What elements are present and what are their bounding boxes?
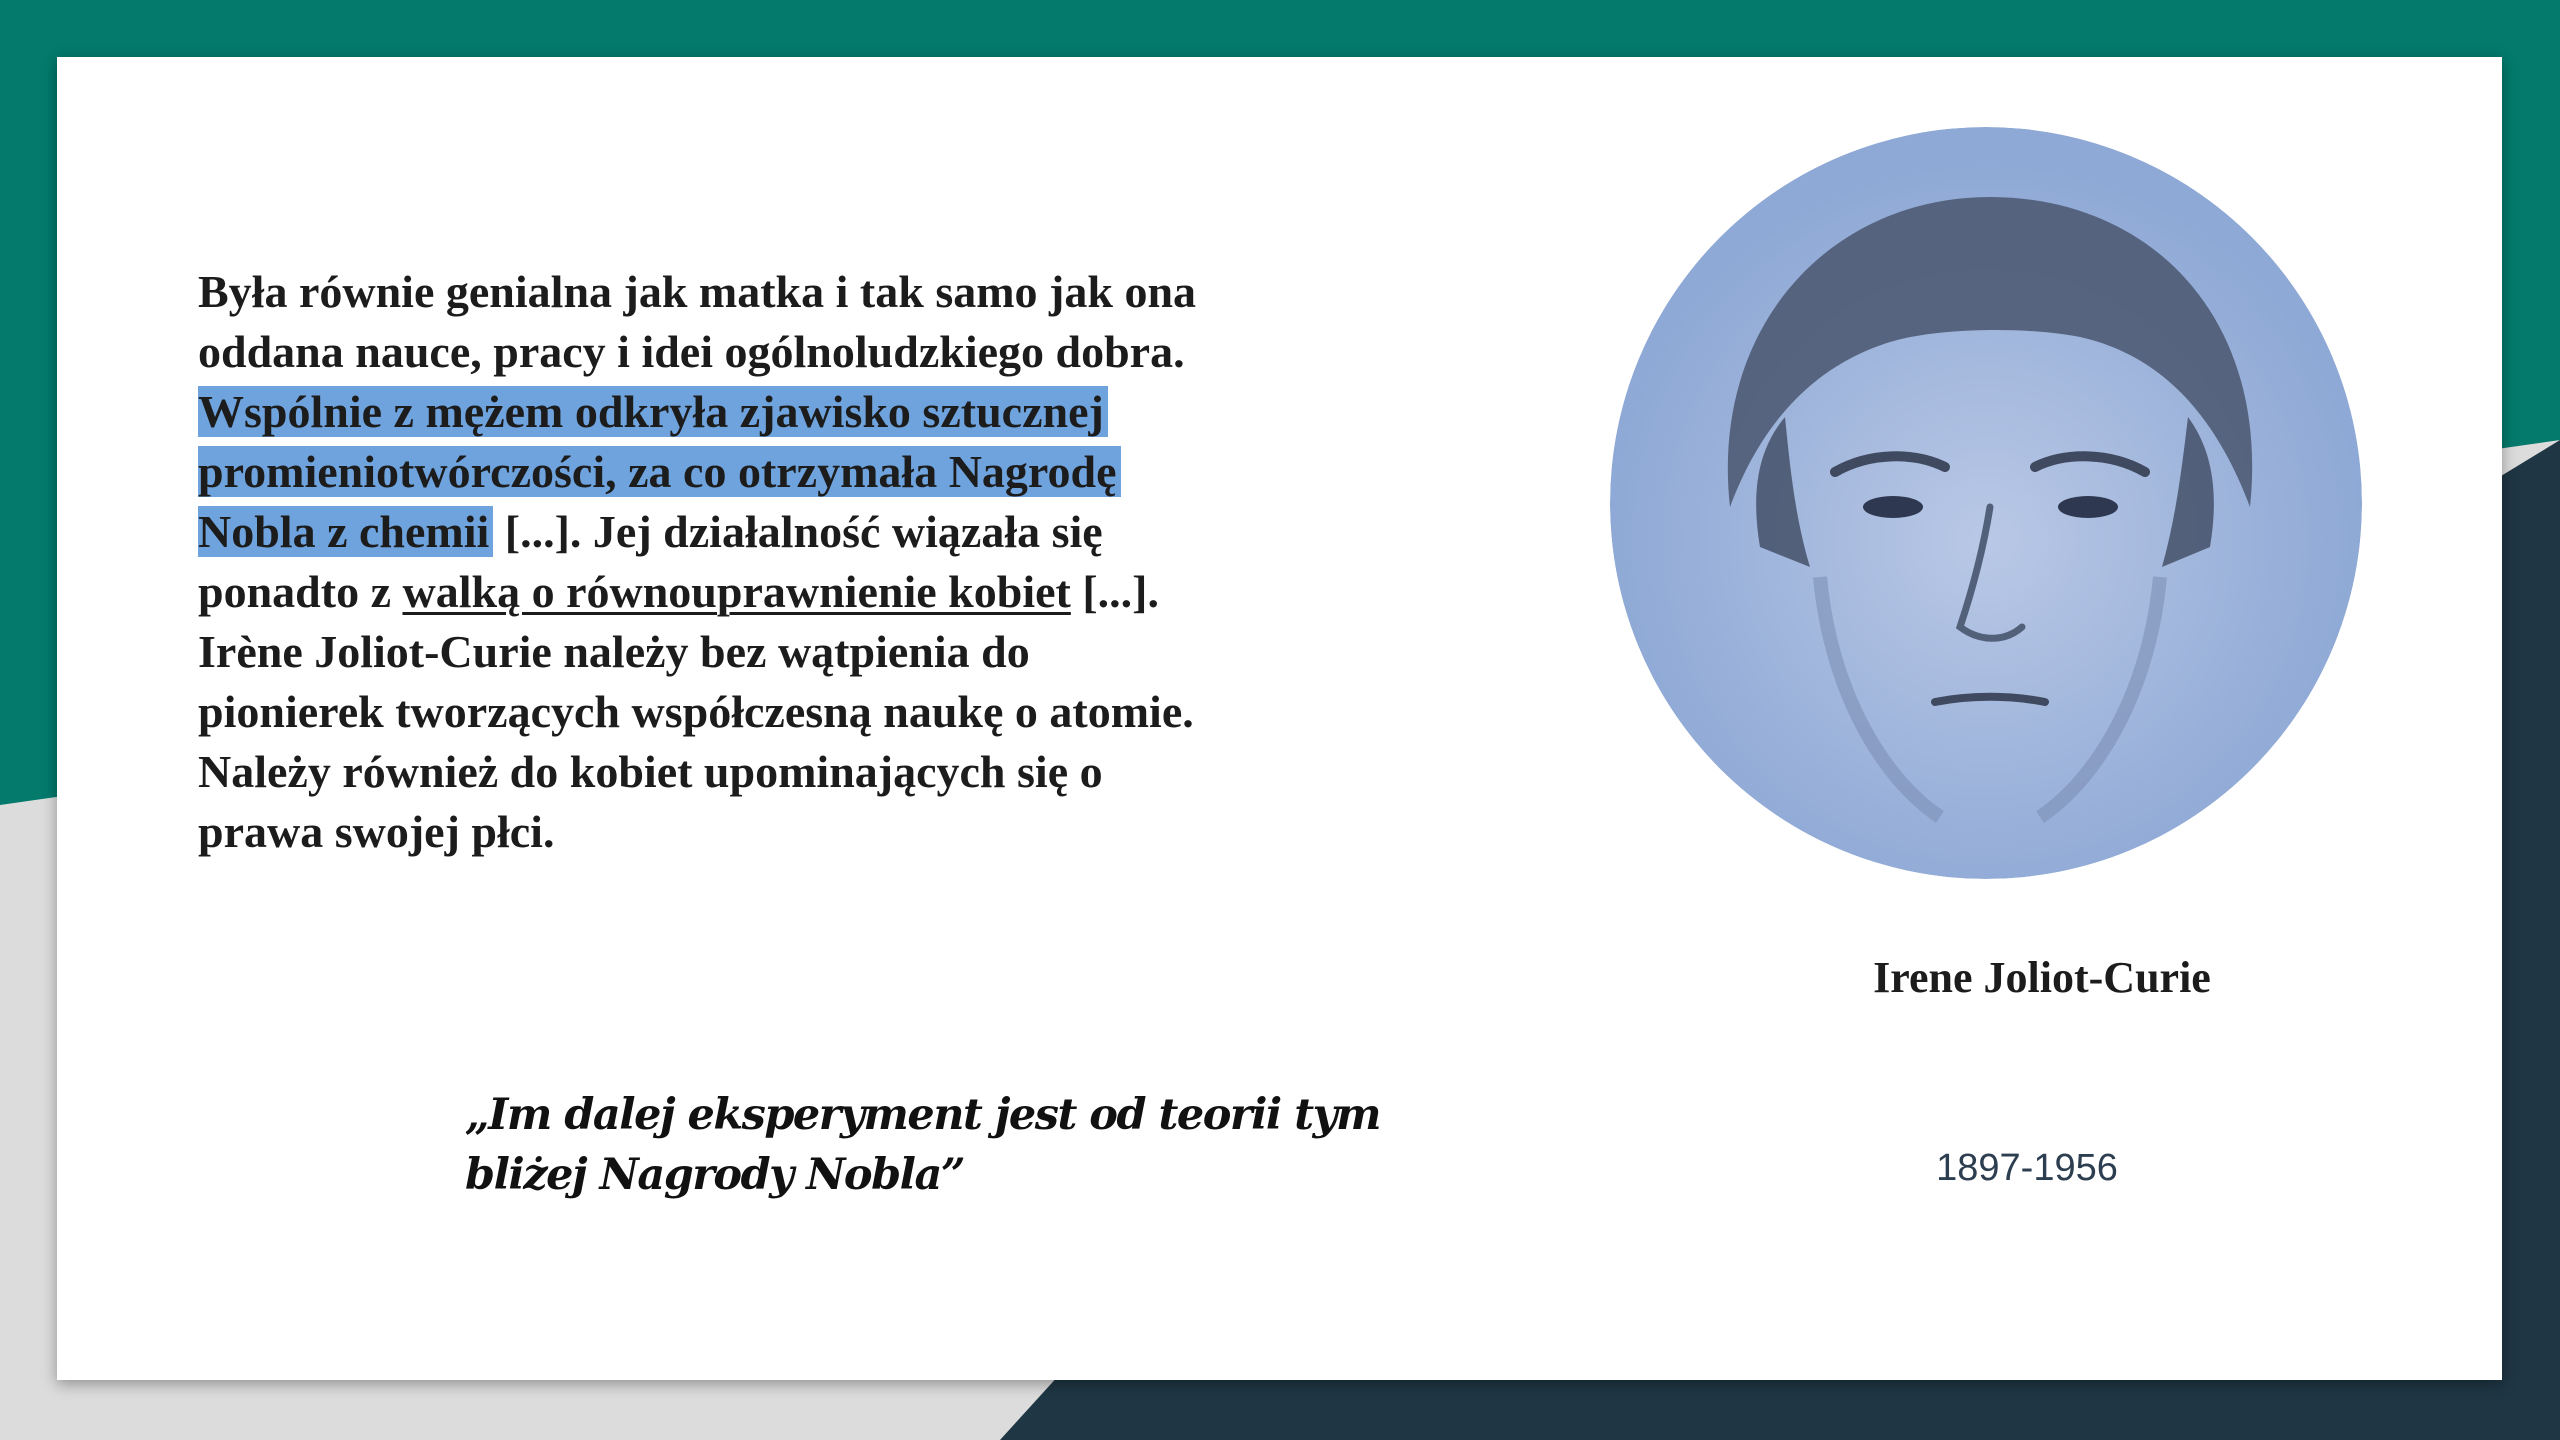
paragraph-line: Była równie genialna jak matka i tak samo jak ona [198,266,1197,317]
underlined-text: walką o równouprawnienie kobiet [402,566,1071,617]
highlighted-text: Nobla z chemii [198,506,493,557]
paragraph-line: pionierek tworzących współczesną naukę o atomie. [198,686,1194,737]
paragraph-line-highlighted [198,382,1338,442]
biography-paragraph [198,262,1338,862]
paragraph-line: Irène Joliot-Curie należy bez wątpienia do [198,626,1030,677]
slide-card [57,57,2502,1380]
quote-line: „Im dalej eksperyment jest od teorii tym [465,1090,1381,1140]
plain-text: [...]. Jej działalność wiązała się [493,506,1103,557]
portrait-photo-icon [1610,127,2362,879]
paragraph-line [198,502,1338,562]
paragraph-line: oddana nauce, pracy i idei ogólnoludzkiego dobra. [198,326,1185,377]
highlighted-text: Wspólnie z mężem odkryła zjawisko sztucznej [198,386,1108,437]
highlighted-text: promieniotwórczości, za co otrzymała Nagrodę [198,446,1121,497]
paragraph-line: prawa swojej płci. [198,806,555,857]
plain-text: [...]. [1070,566,1159,617]
plain-text: ponadto z [198,566,403,617]
portrait-years: 1897-1956 [1936,1147,2118,1189]
paragraph-line: Należy również do kobiet upominających się o [198,746,1103,797]
nobel-quote [465,1085,1381,1205]
paragraph-line [198,562,1338,622]
portrait-name: Irene Joliot-Curie [1873,953,2211,1002]
quote-line: bliżej Nagrody Nobla” [465,1150,965,1200]
paragraph-line-highlighted [198,442,1338,502]
